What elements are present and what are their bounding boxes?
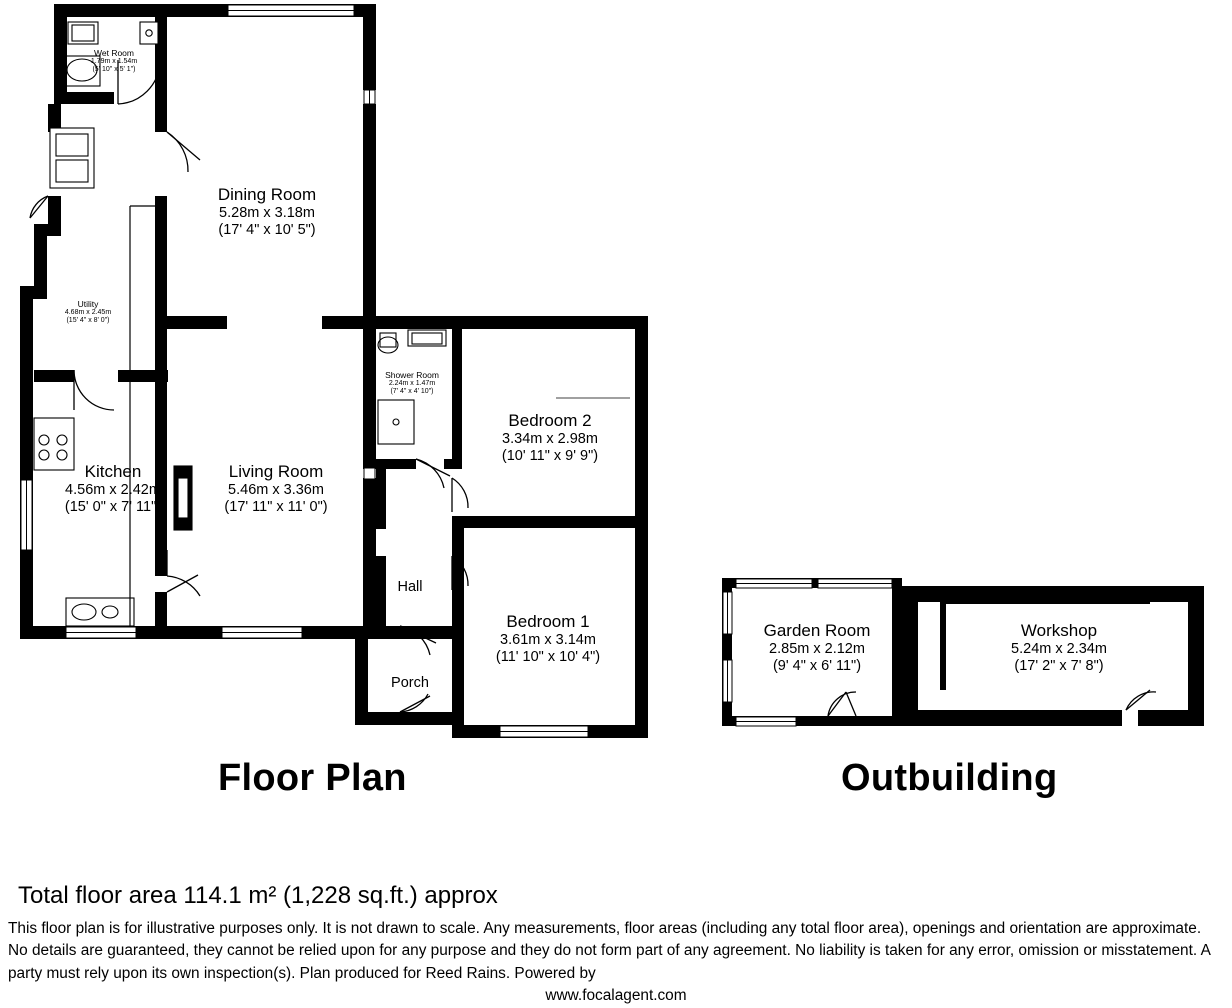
room-metric: 2.85m x 2.12m <box>769 641 865 658</box>
room-metric: 4.56m x 2.42m <box>65 482 161 499</box>
room-name: Dining Room <box>217 185 317 204</box>
room-name: Hall <box>397 579 423 595</box>
room-imperial: (10' 11" x 9' 9") <box>501 448 599 465</box>
room-metric: 2.24m x 1.47m <box>388 380 436 388</box>
room-label-dining-room <box>177 185 357 239</box>
room-label-living-room <box>187 462 365 516</box>
room-label-bedroom-2 <box>458 411 642 465</box>
utility-fixtures <box>50 128 94 188</box>
room-label-porch <box>374 675 446 692</box>
room-label-shower-room <box>360 370 464 397</box>
room-label-workshop <box>968 621 1150 675</box>
room-metric: 3.61m x 3.14m <box>500 632 596 649</box>
disclaimer-block <box>8 918 1224 1007</box>
total-floor-area: Total floor area 114.1 m² (1,228 sq.ft.) approx <box>18 882 498 909</box>
outbuilding-title: Outbuilding <box>841 757 1058 799</box>
room-imperial: (17' 11" x 11' 0") <box>224 499 328 516</box>
room-metric: 1.79m x 1.54m <box>90 58 138 66</box>
room-name: Bedroom 1 <box>506 612 590 631</box>
room-name: Shower Room <box>385 370 439 380</box>
room-imperial: (17' 2" x 7' 8") <box>1014 658 1104 675</box>
room-label-utility <box>36 299 140 326</box>
room-imperial: (7' 4" x 4' 10") <box>390 388 434 396</box>
room-imperial: (11' 10" x 10' 4") <box>495 649 601 666</box>
room-name: Wet Room <box>94 48 134 58</box>
room-label-wet-room <box>62 48 166 75</box>
room-name: Workshop <box>1020 621 1098 640</box>
room-imperial: (17' 4" x 10' 5") <box>218 222 316 239</box>
provider-url: www.focalagent.com <box>545 986 687 1004</box>
room-label-garden-room <box>726 621 908 675</box>
room-name: Kitchen <box>84 462 142 481</box>
room-name: Garden Room <box>763 621 871 640</box>
room-metric: 5.24m x 2.34m <box>1011 641 1107 658</box>
room-label-bedroom-1 <box>456 612 640 666</box>
room-metric: 4.68m x 2.45m <box>64 309 112 317</box>
room-metric: 5.28m x 3.18m <box>219 205 315 222</box>
room-label-kitchen <box>24 462 202 516</box>
room-imperial: (15' 0" x 7' 11") <box>64 499 162 516</box>
room-metric: 5.46m x 3.36m <box>228 482 324 499</box>
disclaimer-text: This floor plan is for illustrative purposes only. It is not drawn to scale. Any measurements, floor areas (including any total floor area), openings and orientation are approximate. No details are guaranteed, they cannot be relied upon for any purpose and they do not form part of any agreement. No liability is taken for any error, omission or misstatement. A party must rely upon its own inspection(s). Plan produced for Reed Rains. Powered by <box>8 920 1210 982</box>
room-imperial: (9' 4" x 6' 11") <box>772 658 862 675</box>
room-name: Utility <box>77 299 99 309</box>
floor-plan-title: Floor Plan <box>218 757 407 799</box>
room-imperial: (5' 10" x 5' 1") <box>92 66 136 74</box>
room-imperial: (15' 4" x 8' 0") <box>66 317 110 325</box>
kitchen-fixtures <box>34 418 134 626</box>
room-name: Living Room <box>228 462 324 481</box>
room-name: Bedroom 2 <box>508 411 592 430</box>
room-label-hall <box>374 579 446 596</box>
room-metric: 3.34m x 2.98m <box>502 431 598 448</box>
room-name: Porch <box>391 675 429 691</box>
